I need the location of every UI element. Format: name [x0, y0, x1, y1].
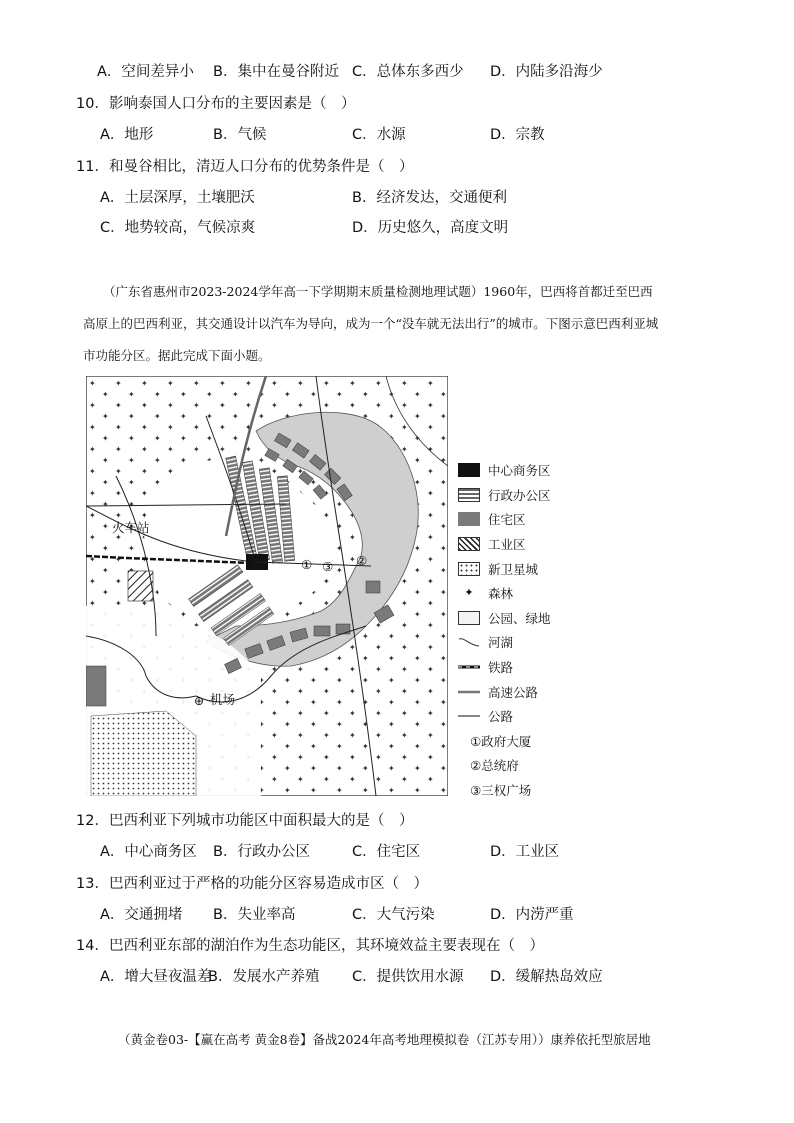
river-icon: [458, 635, 480, 649]
legend-label: 公园、绿地: [488, 610, 551, 626]
q10-stem: 10．影响泰国人口分布的主要因素是（ ）: [76, 96, 356, 112]
q14-option-c: C．提供饮用水源: [352, 969, 464, 985]
q14-option-a: A．增大昼夜温差: [100, 969, 212, 985]
passage: [83, 276, 723, 372]
legend-item: [458, 679, 598, 704]
map-marker-3: ③: [322, 559, 334, 574]
legend-label: ①政府大厦: [470, 733, 532, 749]
administrative-swatch-icon: [458, 488, 480, 502]
legend-label: 铁路: [488, 660, 514, 676]
q14-stem: 14．巴西利亚东部的湖泊作为生态功能区，其环境效益主要表现在（ ）: [76, 938, 544, 954]
passage-line-2: 高原上的巴西利亚，其交通设计以汽车为导向，成为一个“没车就无法出行”的城市。下图示意巴西利亚城: [83, 316, 659, 331]
q11-stem: 11．和曼谷相比，清迈人口分布的优势条件是（ ）: [76, 159, 414, 175]
satellite-town: [91, 711, 196, 796]
legend-item: [458, 507, 598, 532]
map-legend: [458, 458, 598, 802]
legend-label: 工业区: [488, 537, 526, 553]
q12-option-a: A．中心商务区: [100, 844, 197, 860]
q12-option-d: D．工业区: [490, 844, 560, 860]
legend-item: [458, 581, 598, 606]
q13-stem: 13．巴西利亚过于严格的功能分区容易造成市区（ ）: [76, 876, 428, 892]
legend-item: [458, 606, 598, 631]
legend-label: 河湖: [488, 635, 514, 651]
q13-option-a: A．交通拥堵: [100, 907, 183, 923]
q11-option-d: D．历史悠久，高度文明: [352, 220, 509, 236]
q11-option-b: B．经济发达，交通便利: [352, 190, 507, 206]
next-passage-source: （黄金卷03-【赢在高考 黄金8卷】备战2024年高考地理模拟卷（江苏专用））康养依托型旅居地: [118, 1032, 651, 1047]
q9-option-c: C．总体东多西少: [352, 64, 464, 80]
legend-label: 中心商务区: [488, 463, 551, 479]
q11-option-a: A．土层深厚，土壤肥沃: [100, 190, 255, 206]
q10-option-b: B．气候: [213, 127, 267, 143]
q10-option-d: D．宗教: [490, 127, 545, 143]
legend-item: [458, 704, 598, 729]
industrial-swatch-icon: [458, 537, 480, 551]
map-label-train-station: 火车站: [112, 520, 150, 535]
q12-option-c: C．住宅区: [352, 844, 421, 860]
legend-item: [458, 483, 598, 508]
legend-item: [458, 556, 598, 581]
q10-option-c: C．水源: [352, 127, 406, 143]
satellite-town-swatch-icon: [458, 562, 480, 576]
legend-item: [458, 458, 598, 483]
legend-label: ②总统府: [470, 758, 519, 774]
legend-label: 新卫星城: [488, 561, 539, 577]
industrial-zone: [128, 571, 153, 601]
map-marker-2: ②: [356, 553, 368, 568]
road-icon: [458, 709, 480, 723]
passage-line-1: （广东省惠州市2023-2024学年高一下学期期末质量检测地理试题）1960年，巴西将首都迁至巴西: [103, 284, 653, 299]
legend-item: [458, 655, 598, 680]
q9-option-d: D．内陆多沿海少: [490, 64, 603, 80]
q13-option-c: C．大气污染: [352, 907, 435, 923]
park-swatch-icon: [458, 611, 480, 625]
legend-label: 森林: [488, 586, 514, 602]
q13-option-d: D．内涝严重: [490, 907, 574, 923]
q12-option-b: B．行政办公区: [213, 844, 310, 860]
q13-option-b: B．失业率高: [213, 907, 296, 923]
passage-line-3: 市功能分区。据此完成下面小题。: [83, 348, 271, 363]
tree-icon: ✦: [464, 586, 474, 600]
legend-label: 行政办公区: [488, 487, 551, 503]
brasilia-function-zone-map: [86, 376, 448, 796]
cbd-swatch-icon: [458, 463, 480, 477]
legend-item: [470, 729, 598, 754]
railway-icon: [458, 660, 480, 674]
q14-option-b: B．发展水产养殖: [208, 969, 320, 985]
q12-stem: 12．巴西利亚下列城市功能区中面积最大的是（ ）: [76, 813, 414, 829]
legend-item: [470, 753, 598, 778]
q11-option-c: C．地势较高，气候凉爽: [100, 220, 256, 236]
legend-label: 高速公路: [488, 684, 539, 700]
legend-item: [458, 532, 598, 557]
residential-swatch-icon: [458, 512, 480, 526]
q9-option-a: A．空间差异小: [97, 64, 194, 80]
q14-option-d: D．缓解热岛效应: [490, 969, 603, 985]
airport-icon: ⊕: [194, 694, 205, 708]
legend-item: [470, 778, 598, 803]
legend-label: 公路: [488, 709, 514, 725]
legend-label: 住宅区: [488, 512, 526, 528]
highway-icon: [458, 685, 480, 699]
legend-label: ③三权广场: [470, 783, 532, 799]
map-label-airport: 机场: [210, 692, 236, 707]
map-marker-1: ①: [301, 557, 313, 572]
legend-item: [458, 630, 598, 655]
q9-option-b: B．集中在曼谷附近: [213, 64, 339, 80]
q10-option-a: A．地形: [100, 127, 154, 143]
